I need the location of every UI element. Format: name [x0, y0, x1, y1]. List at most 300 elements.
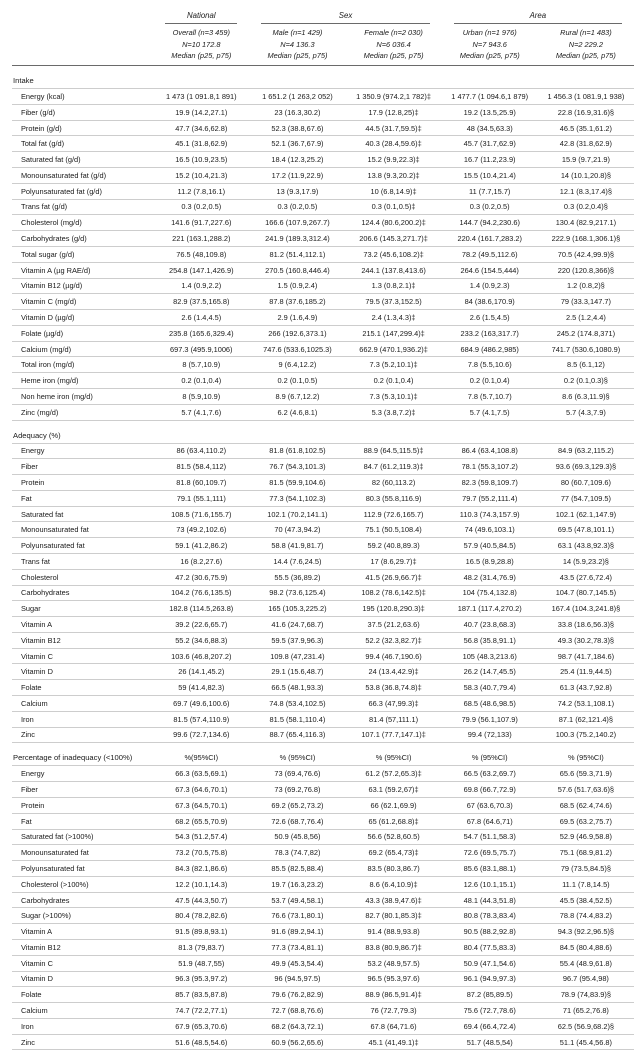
column-header-urban: [442, 24, 538, 66]
cell-value: 270.5 (160.8,446.4): [249, 262, 345, 278]
cell-value: 96.1 (94.9,97.3): [442, 971, 538, 987]
row-label: Trans fat: [12, 554, 153, 570]
cell-value: 67.8 (64,71.6): [346, 1018, 442, 1034]
cell-value: 68.2 (65.5,70.9): [153, 813, 249, 829]
row-label: Protein (g/d): [12, 120, 153, 136]
table-row: [12, 168, 634, 184]
cell-value: 88.9 (64.5,115.5)‡: [346, 443, 442, 459]
cell-value: 75.1 (50.5,108.4): [346, 522, 442, 538]
table-row: [12, 310, 634, 326]
cell-value: 1.4 (0.9,2.2): [153, 278, 249, 294]
table-row: [12, 766, 634, 782]
cell-value: 76.6 (73.1,80.1): [249, 908, 345, 924]
cell-value: 96 (94.5,97.5): [249, 971, 345, 987]
row-label: Saturated fat (>100%): [12, 829, 153, 845]
cell-value: 52.1 (36.7,67.9): [249, 136, 345, 152]
cell-value: 74.8 (53.4,102.5): [249, 696, 345, 712]
cell-value: 69.5 (47.8,101.1): [538, 522, 634, 538]
table-row: [12, 490, 634, 506]
cell-value: 77 (54.7,109.5): [538, 490, 634, 506]
cell-value: 13 (9.3,17.9): [249, 183, 345, 199]
cell-value: 96.3 (95.3,97.2): [153, 971, 249, 987]
cell-value: 94.3 (92.2,96.5)§: [538, 924, 634, 940]
cell-value: 79.5 (37.3,152.5): [346, 294, 442, 310]
column-title: Male (n=1 429): [272, 28, 323, 38]
cell-value: 15.2 (10.4,21.3): [153, 168, 249, 184]
row-label: Energy: [12, 766, 153, 782]
column-weighted-n: N=2 229.2: [568, 39, 604, 49]
cell-value: 68.2 (64.3,72.1): [249, 1018, 345, 1034]
table-row: [12, 813, 634, 829]
cell-value: 16.5 (8.9,28.8): [442, 554, 538, 570]
cell-value: 8.6 (6.4,10.9)‡: [346, 876, 442, 892]
cell-value: 66.3 (47,99.3)‡: [346, 696, 442, 712]
table-row: [12, 443, 634, 459]
row-label: Fiber: [12, 459, 153, 475]
cell-value: 0.3 (0.2,0.4)§: [538, 199, 634, 215]
cell-value: 63.1 (59.2,67)‡: [346, 782, 442, 798]
cell-value: 23 (16.3,30.2): [249, 104, 345, 120]
cell-value: 141.6 (91.7,227.6): [153, 215, 249, 231]
cell-value: 697.3 (495.9,1006): [153, 341, 249, 357]
column-weighted-n: N=7 943.6: [472, 39, 507, 49]
cell-value: 45.1 (41,49.1)‡: [346, 1034, 442, 1050]
row-label: Vitamin D: [12, 971, 153, 987]
table-row: [12, 231, 634, 247]
row-label: Heme iron (mg/d): [12, 373, 153, 389]
section-subheader-cell: [442, 66, 538, 89]
cell-value: 11.2 (7.8,16.1): [153, 183, 249, 199]
cell-value: 60.9 (56.2,65.6): [249, 1034, 345, 1050]
cell-value: 58.8 (41.9,81.7): [249, 538, 345, 554]
cell-value: 16 (8.2,27.6): [153, 554, 249, 570]
table-row: [12, 325, 634, 341]
cell-value: 66.5 (48.1,93.3): [249, 680, 345, 696]
cell-value: 57.6 (51.7,63.6)§: [538, 782, 634, 798]
section-subheader-cell: [249, 66, 345, 89]
cell-value: 221 (163.1,288.2): [153, 231, 249, 247]
group-sex-label: Sex: [261, 11, 429, 24]
cell-value: 76.5 (48,109.8): [153, 246, 249, 262]
cell-value: 15.2 (9.9,22.3)‡: [346, 152, 442, 168]
row-label: Vitamin B12: [12, 632, 153, 648]
group-area: [442, 9, 634, 24]
cell-value: 40.7 (23.8,68.3): [442, 617, 538, 633]
cell-value: 14.4 (7.6,24.5): [249, 554, 345, 570]
column-title: Urban (n=1 976): [462, 28, 517, 38]
section-subheader-cell: [249, 420, 345, 443]
cell-value: 10 (6.8,14.9)‡: [346, 183, 442, 199]
cell-value: 12.6 (10.1,15.1): [442, 876, 538, 892]
cell-value: 264.6 (154.5,444): [442, 262, 538, 278]
cell-value: 102.1 (62.1,147.9): [538, 506, 634, 522]
cell-value: 59 (41.4,82.3): [153, 680, 249, 696]
cell-value: 51.7 (48.5,54): [442, 1034, 538, 1050]
cell-value: 75.6 (72.7,78.6): [442, 1003, 538, 1019]
row-label: Vitamin D (µg/d): [12, 310, 153, 326]
section-subheader-cell: [346, 66, 442, 89]
cell-value: 102.1 (70.2,141.1): [249, 506, 345, 522]
row-label: Total sugar (g/d): [12, 246, 153, 262]
row-label: Vitamin C: [12, 648, 153, 664]
table-row: [12, 601, 634, 617]
cell-value: 73 (49.2,102.6): [153, 522, 249, 538]
cell-value: 1 477.7 (1 094.6,1 879): [442, 89, 538, 105]
cell-value: 81.8 (61.8,102.5): [249, 443, 345, 459]
table-row: [12, 569, 634, 585]
cell-value: 55.2 (34.6,88.3): [153, 632, 249, 648]
table-body: [12, 66, 634, 1050]
cell-value: 8 (5.9,10.9): [153, 388, 249, 404]
cell-value: 85.5 (82.5,88.4): [249, 861, 345, 877]
cell-value: 81.4 (57,111.1): [346, 711, 442, 727]
row-label: Folate: [12, 987, 153, 1003]
corner-spacer: [12, 9, 153, 24]
table-row: [12, 876, 634, 892]
cell-value: 76 (72.7,79.3): [346, 1003, 442, 1019]
table-row: [12, 1003, 634, 1019]
section-header-row: [12, 743, 634, 766]
cell-value: 67.9 (65.3,70.6): [153, 1018, 249, 1034]
group-national: [153, 9, 249, 24]
cell-value: 72.6 (68.7,76.4): [249, 813, 345, 829]
cell-value: 87.2 (85,89.5): [442, 987, 538, 1003]
table-row: [12, 215, 634, 231]
cell-value: 19.9 (14.2,27.1): [153, 104, 249, 120]
cell-value: 2.4 (1.3,4.3)‡: [346, 310, 442, 326]
section-header-row: [12, 66, 634, 89]
cell-value: 17.9 (12.8,25)‡: [346, 104, 442, 120]
cell-value: 73.2 (45.6,108.2)‡: [346, 246, 442, 262]
cell-value: 56.8 (35.8,91.1): [442, 632, 538, 648]
cell-value: 53.2 (48.9,57.5): [346, 955, 442, 971]
row-label: Polyunsaturated fat (g/d): [12, 183, 153, 199]
column-header-overall: [153, 24, 249, 66]
cell-value: 1.5 (0.9,2.4): [249, 278, 345, 294]
cell-value: 83.8 (80.9,86.7)‡: [346, 939, 442, 955]
row-label: Total iron (mg/d): [12, 357, 153, 373]
row-label: Energy (kcal): [12, 89, 153, 105]
column-stat-label: Median (p25, p75): [459, 50, 520, 60]
cell-value: 78.2 (49.5,112.6): [442, 246, 538, 262]
cell-value: 78.3 (74.7,82): [249, 845, 345, 861]
table-row: [12, 388, 634, 404]
cell-value: 52.3 (38.8,67.6): [249, 120, 345, 136]
cell-value: 77.3 (73.4,81.1): [249, 939, 345, 955]
cell-value: 19.7 (16.3,23.2): [249, 876, 345, 892]
row-label: Fat: [12, 490, 153, 506]
cell-value: 98.2 (73.6,125.4): [249, 585, 345, 601]
corner-spacer-2: [12, 24, 153, 66]
cell-value: 100.3 (75.2,140.2): [538, 727, 634, 743]
row-label: Folate (µg/d): [12, 325, 153, 341]
cell-value: 50.9 (47.1,54.6): [442, 955, 538, 971]
cell-value: 74.7 (72.2,77.1): [153, 1003, 249, 1019]
cell-value: 99.4 (46.7,190.6): [346, 648, 442, 664]
table-row: [12, 711, 634, 727]
section-subheader-cell: % (95%CI): [346, 743, 442, 766]
cell-value: 241.9 (189.3,312.4): [249, 231, 345, 247]
cell-value: 2.6 (1.4,4.5): [153, 310, 249, 326]
cell-value: 1.2 (0.8,2)§: [538, 278, 634, 294]
column-header-rural: [538, 24, 634, 66]
table-row: [12, 183, 634, 199]
row-label: Calcium: [12, 696, 153, 712]
cell-value: 17 (8.6,29.7)‡: [346, 554, 442, 570]
row-label: Fiber: [12, 782, 153, 798]
row-label: Protein: [12, 797, 153, 813]
row-label: Cholesterol (>100%): [12, 876, 153, 892]
cell-value: 55.5 (36,89.2): [249, 569, 345, 585]
table-row: [12, 554, 634, 570]
cell-value: 46.5 (35.1,61.2): [538, 120, 634, 136]
cell-value: 0.3 (0.1,0.5)‡: [346, 199, 442, 215]
cell-value: 66.5 (63.2,69.7): [442, 766, 538, 782]
row-label: Vitamin B12 (µg/d): [12, 278, 153, 294]
row-label: Carbohydrates (g/d): [12, 231, 153, 247]
cell-value: 81.5 (57.4,110.9): [153, 711, 249, 727]
cell-value: 233.2 (163,317.7): [442, 325, 538, 341]
cell-value: 83.5 (80.3,86.7): [346, 861, 442, 877]
cell-value: 74.2 (53.1,108.1): [538, 696, 634, 712]
table-row: [12, 522, 634, 538]
table-row: [12, 357, 634, 373]
cell-value: 44.5 (31.7,59.5)‡: [346, 120, 442, 136]
row-label: Saturated fat: [12, 506, 153, 522]
column-weighted-n: N=10 172.8: [182, 39, 221, 49]
row-label: Cholesterol (mg/d): [12, 215, 153, 231]
cell-value: 105 (48.3,213.6): [442, 648, 538, 664]
cell-value: 66.3 (63.5,69.1): [153, 766, 249, 782]
section-subheader-cell: [346, 420, 442, 443]
cell-value: 11 (7.7,15.7): [442, 183, 538, 199]
cell-value: 99.4 (72,133): [442, 727, 538, 743]
section-subheader-cell: [538, 420, 634, 443]
cell-value: 33.8 (18.6,56.3)§: [538, 617, 634, 633]
cell-value: 741.7 (530.6,1080.9): [538, 341, 634, 357]
cell-value: 104 (75.4,132.8): [442, 585, 538, 601]
group-sex: [249, 9, 441, 24]
cell-value: 2.9 (1.6,4.9): [249, 310, 345, 326]
table-row: [12, 506, 634, 522]
table-row: [12, 939, 634, 955]
cell-value: 72.6 (69.5,75.7): [442, 845, 538, 861]
cell-value: 5.3 (3.8,7.2)‡: [346, 404, 442, 420]
cell-value: 104.7 (80.7,145.5): [538, 585, 634, 601]
cell-value: 69.2 (65.4,73)‡: [346, 845, 442, 861]
cell-value: 84.3 (82.1,86.6): [153, 861, 249, 877]
cell-value: 43.5 (27.6,72.4): [538, 569, 634, 585]
cell-value: 81.5 (58.4,112): [153, 459, 249, 475]
table-row: [12, 373, 634, 389]
cell-value: 87.8 (37.6,185.2): [249, 294, 345, 310]
cell-value: 54.3 (51.2,57.4): [153, 829, 249, 845]
column-header-female: [346, 24, 442, 66]
row-label: Vitamin B12: [12, 939, 153, 955]
cell-value: 87.1 (62,121.4)§: [538, 711, 634, 727]
table-row: [12, 294, 634, 310]
cell-value: 73 (69.4,76.6): [249, 766, 345, 782]
cell-value: 195 (120.8,290.3)‡: [346, 601, 442, 617]
section-subheader-cell: % (95%CI): [249, 743, 345, 766]
cell-value: 81.5 (58.1,110.4): [249, 711, 345, 727]
cell-value: 53.8 (36.8,74.8)‡: [346, 680, 442, 696]
cell-value: 15.5 (10.4,21.4): [442, 168, 538, 184]
cell-value: 1.3 (0.8,2.1)‡: [346, 278, 442, 294]
cell-value: 65 (61.2,68.8)‡: [346, 813, 442, 829]
section-title: Intake: [12, 66, 153, 89]
cell-value: 57.9 (40.5,84.5): [442, 538, 538, 554]
cell-value: 51.9 (48.7,55): [153, 955, 249, 971]
cell-value: 8 (5.7,10.9): [153, 357, 249, 373]
cell-value: 54.7 (51.1,58.3): [442, 829, 538, 845]
cell-value: 82.7 (80.1,85.3)‡: [346, 908, 442, 924]
row-label: Sugar: [12, 601, 153, 617]
cell-value: 16.7 (11.2,23.9): [442, 152, 538, 168]
cell-value: 18.4 (12.3,25.2): [249, 152, 345, 168]
table-row: [12, 617, 634, 633]
cell-value: 79.1 (55.1,111): [153, 490, 249, 506]
table-row: [12, 632, 634, 648]
cell-value: 16.5 (10.9,23.5): [153, 152, 249, 168]
row-label: Iron: [12, 711, 153, 727]
cell-value: 52.9 (46.9,58.8): [538, 829, 634, 845]
cell-value: 39.2 (22.6,65.7): [153, 617, 249, 633]
section-title: Percentage of inadequacy (<100%): [12, 743, 153, 766]
cell-value: 107.1 (77.7,147.1)‡: [346, 727, 442, 743]
cell-value: 47.2 (30.6,75.9): [153, 569, 249, 585]
cell-value: 51.1 (45.4,56.8): [538, 1034, 634, 1050]
cell-value: 52.2 (32.3,82.7)‡: [346, 632, 442, 648]
cell-value: 12.2 (10.1,14.3): [153, 876, 249, 892]
cell-value: 1 651.2 (1 263,2 052): [249, 89, 345, 105]
cell-value: 98.7 (41.7,184.6): [538, 648, 634, 664]
table-row: [12, 120, 634, 136]
cell-value: 78.8 (74.4,83.2): [538, 908, 634, 924]
cell-value: 58.3 (40.7,79.4): [442, 680, 538, 696]
cell-value: 43.3 (38.9,47.6)‡: [346, 892, 442, 908]
cell-value: 81.8 (60,109.7): [153, 475, 249, 491]
cell-value: 40.3 (28.4,59.6)‡: [346, 136, 442, 152]
cell-value: 22.8 (16.9,31.6)§: [538, 104, 634, 120]
cell-value: 235.8 (165.6,329.4): [153, 325, 249, 341]
cell-value: 244.1 (137.8,413.6): [346, 262, 442, 278]
cell-value: 108.2 (78.6,142.5)‡: [346, 585, 442, 601]
cell-value: 80.3 (55.8,116.9): [346, 490, 442, 506]
column-weighted-n: N=4 136.3: [280, 39, 315, 49]
row-label: Trans fat (g/d): [12, 199, 153, 215]
cell-value: 42.8 (31.8,62.9): [538, 136, 634, 152]
column-stat-label: Median (p25, p75): [555, 50, 616, 60]
row-label: Folate: [12, 680, 153, 696]
cell-value: 69.8 (66.7,72.9): [442, 782, 538, 798]
table-row: [12, 278, 634, 294]
cell-value: 5.7 (4.3,7.9): [538, 404, 634, 420]
cell-value: 76.7 (54.3,101.3): [249, 459, 345, 475]
cell-value: 245.2 (174.8,371): [538, 325, 634, 341]
cell-value: 747.6 (533.6,1025.3): [249, 341, 345, 357]
cell-value: 86 (63.4,110.2): [153, 443, 249, 459]
cell-value: 69.4 (66.4,72.4): [442, 1018, 538, 1034]
cell-value: 90.5 (88.2,92.8): [442, 924, 538, 940]
row-label: Vitamin A (µg RAE/d): [12, 262, 153, 278]
cell-value: 0.3 (0.2,0.5): [153, 199, 249, 215]
cell-value: 2.6 (1.5,4.5): [442, 310, 538, 326]
cell-value: 103.6 (46.8,207.2): [153, 648, 249, 664]
row-label: Vitamin A: [12, 924, 153, 940]
table-row: [12, 475, 634, 491]
cell-value: 48.2 (31.4,76.9): [442, 569, 538, 585]
cell-value: 110.3 (74.3,157.9): [442, 506, 538, 522]
cell-value: 7.8 (5.5,10.6): [442, 357, 538, 373]
cell-value: 99.6 (72.7,134.6): [153, 727, 249, 743]
cell-value: 93.6 (69.3,129.3)§: [538, 459, 634, 475]
cell-value: 74 (49.6,103.1): [442, 522, 538, 538]
cell-value: 49.3 (30.2,78.3)§: [538, 632, 634, 648]
cell-value: 0.2 (0.1,0.5): [249, 373, 345, 389]
cell-value: 45.7 (31.7,62.9): [442, 136, 538, 152]
cell-value: 144.7 (94.2,230.6): [442, 215, 538, 231]
row-label: Vitamin C: [12, 955, 153, 971]
cell-value: 82 (60,113.2): [346, 475, 442, 491]
cell-value: 7.8 (5.7,10.7): [442, 388, 538, 404]
cell-value: 59.1 (41.2,86.2): [153, 538, 249, 554]
cell-value: 14 (10.1,20.8)§: [538, 168, 634, 184]
column-stat-label: Median (p25, p75): [171, 50, 232, 60]
row-label: Iron: [12, 1018, 153, 1034]
cell-value: 82.9 (37.5,165.8): [153, 294, 249, 310]
cell-value: 50.9 (45.8,56): [249, 829, 345, 845]
cell-value: 48 (34.5,63.3): [442, 120, 538, 136]
cell-value: 165 (105.3,225.2): [249, 601, 345, 617]
table-row: [12, 727, 634, 743]
row-label: Saturated fat (g/d): [12, 152, 153, 168]
row-label: Sugar (>100%): [12, 908, 153, 924]
cell-value: 1 456.3 (1 081.9,1 938): [538, 89, 634, 105]
cell-value: 7.3 (5.2,10.1)‡: [346, 357, 442, 373]
cell-value: 104.2 (76.6,135.5): [153, 585, 249, 601]
cell-value: 67.3 (64.6,70.1): [153, 782, 249, 798]
cell-value: 80.4 (77.5,83.3): [442, 939, 538, 955]
cell-value: 84.9 (63.2,115.2): [538, 443, 634, 459]
cell-value: 55.4 (48.9,61.8): [538, 955, 634, 971]
column-title: Rural (n=1 483): [560, 28, 612, 38]
cell-value: 84.5 (80.4,88.6): [538, 939, 634, 955]
table-row: [12, 404, 634, 420]
table-row: [12, 246, 634, 262]
cell-value: 77.3 (54.1,102.3): [249, 490, 345, 506]
row-label: Energy: [12, 443, 153, 459]
section-subheader-cell: % (95%CI): [538, 743, 634, 766]
table-row: [12, 782, 634, 798]
cell-value: 85.6 (83.1,88.1): [442, 861, 538, 877]
cell-value: 68.5 (48.6,98.5): [442, 696, 538, 712]
cell-value: 68.5 (62.4,74.6): [538, 797, 634, 813]
cell-value: 220.4 (161.7,283.2): [442, 231, 538, 247]
cell-value: 69.7 (49.6,100.6): [153, 696, 249, 712]
cell-value: 0.3 (0.2,0.5): [442, 199, 538, 215]
column-header-male: [249, 24, 345, 66]
row-label: Polyunsaturated fat: [12, 861, 153, 877]
section-subheader-cell: [153, 66, 249, 89]
cell-value: 88.7 (65.4,116.3): [249, 727, 345, 743]
column-title: Overall (n=3 459): [172, 28, 230, 38]
cell-value: 67.3 (64.5,70.1): [153, 797, 249, 813]
cell-value: 684.9 (486.2,985): [442, 341, 538, 357]
table-row: [12, 262, 634, 278]
group-national-label: National: [165, 11, 237, 24]
table-row: [12, 829, 634, 845]
